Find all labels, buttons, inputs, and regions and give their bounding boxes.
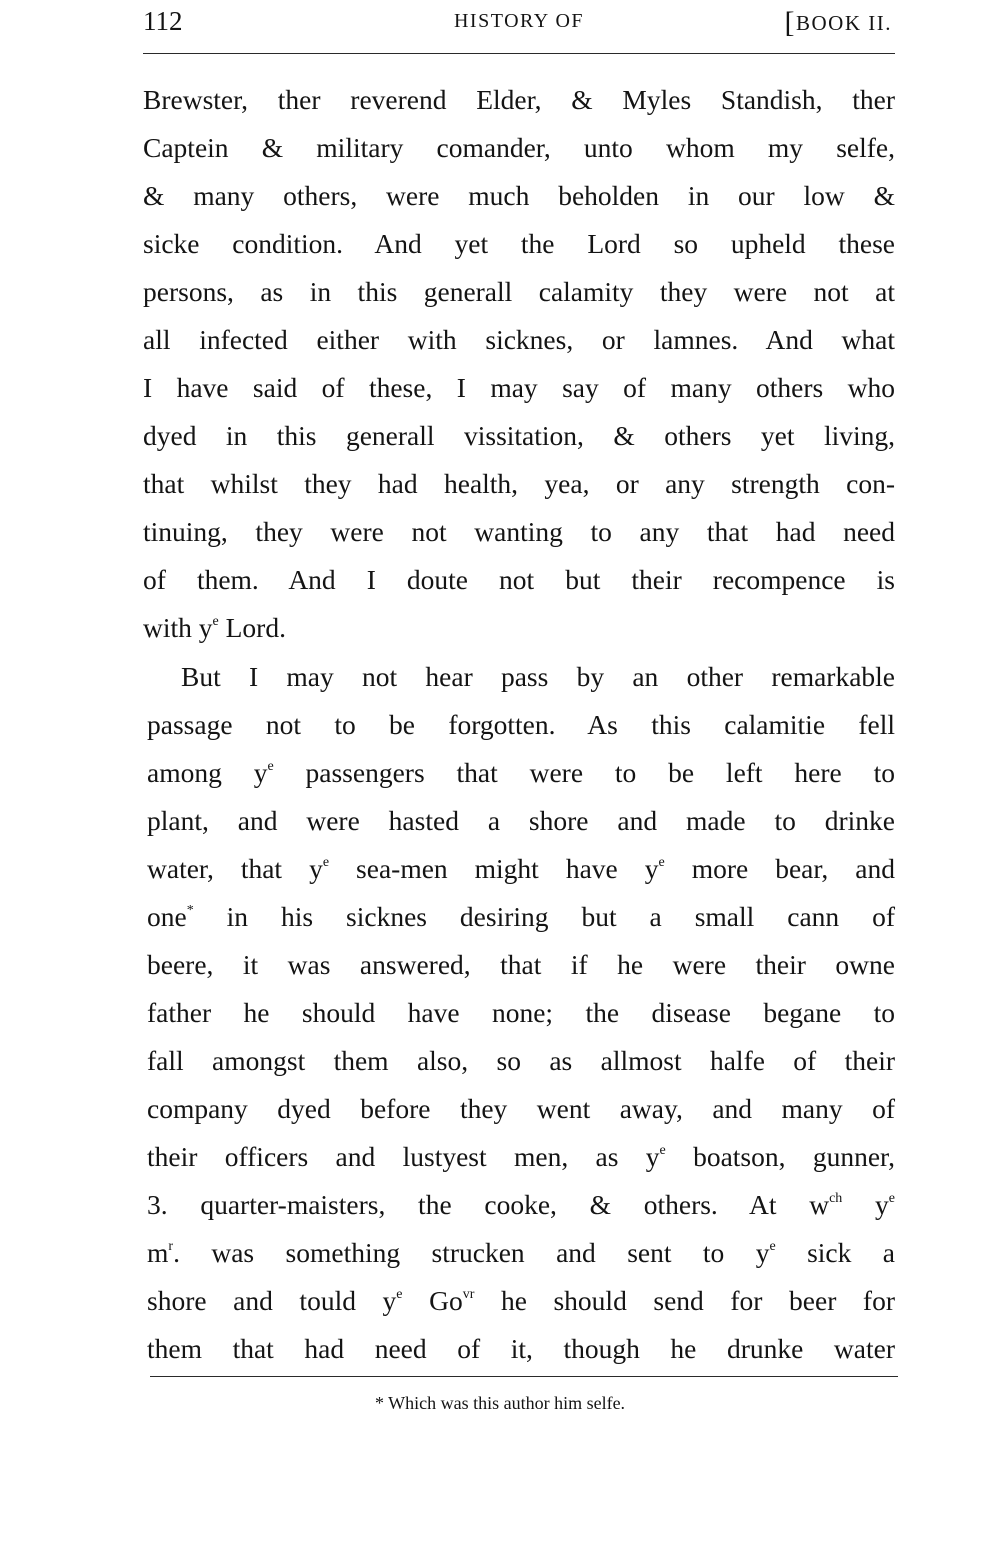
text-line: 3. quarter-maisters, the cooke, & others. At $w^{ch}$ $y^e$ <box>147 1189 895 1220</box>
running-title: HISTORY OF <box>453 10 585 32</box>
text-line: passage not to be forgotten. As this calamitie fell <box>147 709 895 740</box>
text-line: all infected either with sicknes, or lamnes. And what <box>143 324 895 355</box>
text-line: tinuing, they were not wanting to any that had need <box>143 516 895 547</box>
text-line: plant, and were hasted a shore and made to drinke <box>147 805 895 836</box>
text-line: Brewster, ther reverend Elder, & Myles Standish, ther <box>143 84 895 115</box>
footnote <box>0 1391 1000 1415</box>
text-line: dyed in this generall vissitation, & others yet living, <box>143 420 895 451</box>
text-line: I have said of these, I may say of many others who <box>143 372 895 403</box>
text-line: one* in his sicknes desiring but a small cann of <box>147 901 895 932</box>
footnote-text: Which was this author him selfe. <box>383 1393 626 1413</box>
text-line: their officers and lustyest men, as $y^e$ boatson, gunner, <box>147 1141 895 1172</box>
text-line: that whilst they had health, yea, or any strength con- <box>143 468 895 499</box>
footnote-marker: * <box>186 903 194 918</box>
text-line: Captein & military comander, unto whom my selfe, <box>143 132 895 163</box>
text-line: But I may not hear pass by an other remarkable <box>181 661 895 692</box>
text-line: sicke condition. And yet the Lord so upheld these <box>143 228 895 259</box>
main-text <box>143 76 895 1373</box>
text-line: with $y^e$ Lord. <box>143 612 286 643</box>
text-line: them that had need of it, though he drunke water <box>147 1333 895 1364</box>
text-line: of them. And I doute not but their recompence is <box>143 564 895 595</box>
book-label <box>785 4 893 40</box>
text-line: beere, it was answered, that if he were their owne <box>147 949 895 980</box>
header-rule <box>143 53 895 54</box>
text-line: company dyed before they went away, and many of <box>147 1093 895 1124</box>
book-label-text: BOOK II. <box>796 11 892 35</box>
text-line: father he should have none; the disease begane to <box>147 997 895 1028</box>
text-line: fall amongst them also, so as allmost halfe of their <box>147 1045 895 1076</box>
page-number: 112 <box>143 6 183 36</box>
text-line: water, that $y^e$ sea-men might have $y^e$ more bear, and <box>147 853 895 884</box>
paragraph-2 <box>143 653 895 1373</box>
text-line: & many others, were much beholden in our low & <box>143 180 895 211</box>
text-line: $m^r$. was something strucken and sent to $y^e$ sick a <box>147 1237 895 1268</box>
text-line: persons, as in this generall calamity they were not at <box>143 276 895 307</box>
paragraph-1 <box>143 76 895 652</box>
text-line: among $y^e$ passengers that were to be left here to <box>147 757 895 788</box>
bracket: [ <box>784 6 796 39</box>
footnote-rule <box>150 1376 898 1377</box>
text-line: shore and tould $y^e$ $Go^{vr}$ he should send for beer for <box>147 1285 895 1316</box>
footnote-marker: * <box>374 1393 384 1413</box>
running-head <box>143 4 895 38</box>
